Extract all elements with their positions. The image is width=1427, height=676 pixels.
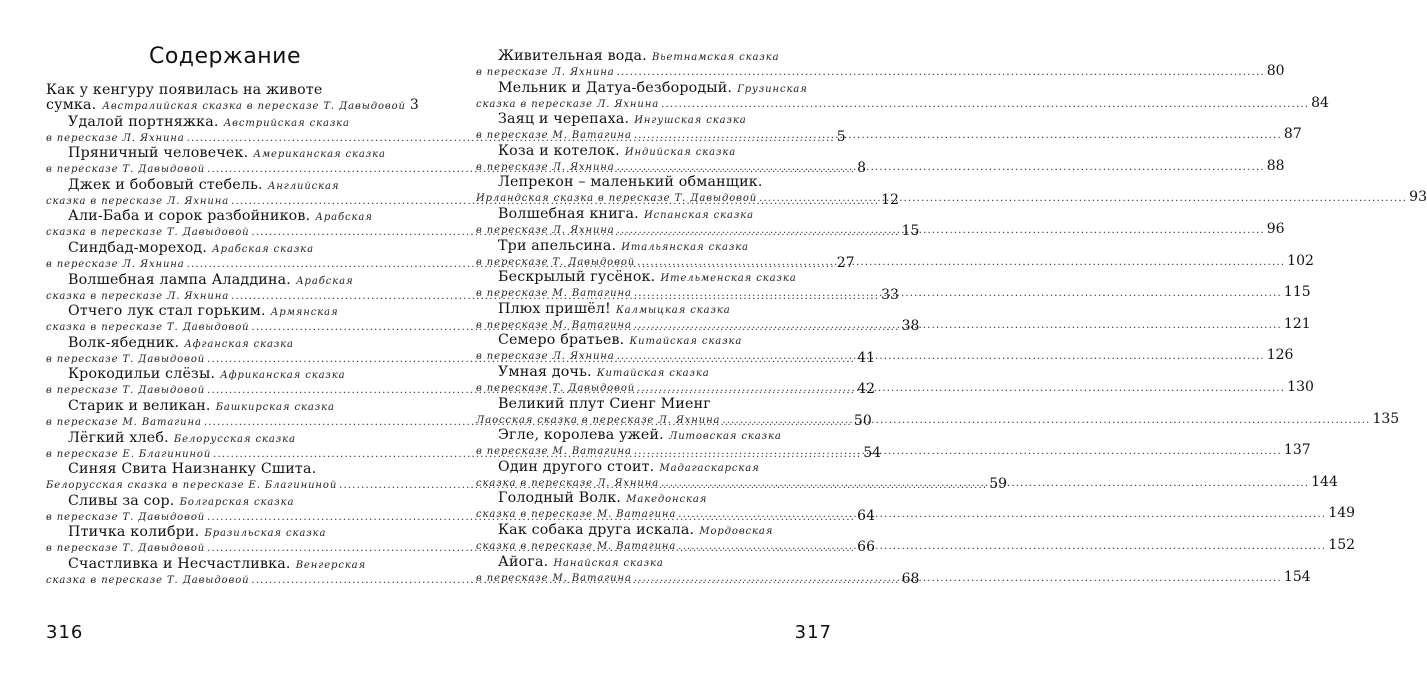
entry-source: в пересказе М. Ватагина xyxy=(476,130,632,142)
entry-page-number: 87 xyxy=(1283,126,1302,143)
toc-entry xyxy=(476,46,1285,79)
entry-source: в пересказе Л. Яхнина xyxy=(476,161,615,173)
entry-title: Айога. xyxy=(498,553,549,570)
entry-page-number: 135 xyxy=(1372,410,1400,427)
entry-source: в пересказе Т. Давыдовой xyxy=(46,511,206,523)
entry-page-number: 84 xyxy=(1311,94,1329,111)
entry-title: Крокодильи слёзы. xyxy=(68,366,216,383)
entry-source-line xyxy=(46,381,875,398)
entry-title-line xyxy=(46,112,404,129)
entry-page-number: 93 xyxy=(1409,189,1427,206)
entry-source: Австралийская сказка в пересказе Т. Давыдовой xyxy=(102,101,406,112)
entry-page-number: 8 xyxy=(857,160,867,177)
entry-title-line xyxy=(46,270,404,287)
toc-entry xyxy=(476,141,1285,174)
entry-source: сказка в пересказе М. Ватагина xyxy=(476,540,677,552)
entry-source: Лаосская сказка в пересказе Л. Яхнина xyxy=(476,414,721,426)
dot-leader xyxy=(661,478,1309,489)
entry-source: в пересказе М. Ватагина xyxy=(476,288,632,300)
entry-title: Али-Баба и сорок разбойников. xyxy=(68,208,311,225)
entry-page-number: 54 xyxy=(863,444,882,461)
entry-source: сказка в пересказе Т. Давыдовой xyxy=(46,574,250,586)
entry-title-line xyxy=(46,554,404,571)
entry-title: Лепрекон – маленький обманщик. xyxy=(498,174,763,191)
entry-title: Старик и великан. xyxy=(68,397,211,414)
dot-leader xyxy=(634,130,1282,141)
entry-source: в пересказе Л. Яхнина xyxy=(46,132,185,144)
entry-subtitle: Африканская сказка xyxy=(220,370,346,382)
entry-page-number: 154 xyxy=(1283,568,1311,585)
entry-title-line xyxy=(476,425,832,442)
entry-title-line xyxy=(46,80,404,97)
entry-title: Живительная вода. xyxy=(498,48,647,64)
entry-source: в пересказе Т. Давыдовой xyxy=(46,543,206,555)
entry-title: Как у кенгуру появилась на животе xyxy=(46,82,323,98)
entry-title: Волк-ябедник. xyxy=(68,334,180,351)
entry-page-number: 50 xyxy=(853,412,872,429)
entry-title: Великий плут Сиенг Миенг xyxy=(498,395,711,412)
entry-source: в пересказе М. Ватагина xyxy=(476,572,632,584)
dot-leader xyxy=(634,320,1282,331)
entry-subtitle: Австрийская сказка xyxy=(223,117,350,129)
entry-title: Отчего лук стал горьким. xyxy=(68,303,266,320)
entry-subtitle: Литовская сказка xyxy=(668,431,782,443)
entry-subtitle: Вьетнамская сказка xyxy=(651,52,780,63)
entry-title-line xyxy=(476,172,832,189)
entry-title-line xyxy=(476,204,832,221)
entry-title-line xyxy=(46,522,404,539)
entry-source-line xyxy=(476,157,1285,174)
entry-page-number: 59 xyxy=(989,476,1008,493)
dot-leader xyxy=(637,383,1285,394)
entry-title: Синяя Свита Наизнанку Сшита. xyxy=(68,461,317,478)
entry-source: в пересказе М. Ватагина xyxy=(476,446,632,458)
entry-subtitle: Бразильская сказка xyxy=(204,528,327,540)
entry-title-line xyxy=(476,394,832,411)
entry-subtitle: Мордовская xyxy=(699,525,774,537)
dot-leader xyxy=(617,351,1265,362)
entry-source: в пересказе М. Ватагина xyxy=(476,319,632,331)
entry-subtitle: Ингушская сказка xyxy=(634,115,747,127)
entry-title-line xyxy=(476,520,832,537)
entry-subtitle: Итальянская сказка xyxy=(621,241,749,253)
entry-title: Птичка колибри. xyxy=(68,524,200,541)
entry-source: в пересказе Л. Яхнина xyxy=(476,67,615,78)
page-number-left: 316 xyxy=(46,622,84,643)
entry-title-line xyxy=(46,396,404,413)
entry-title: Три апельсина. xyxy=(498,237,617,254)
entry-title: Пряничный человечек. xyxy=(68,145,249,162)
entry-page-number: 27 xyxy=(836,254,855,271)
entry-source: Белорусская сказка в пересказе Е. Благининой xyxy=(46,480,338,492)
entry-page-number: 33 xyxy=(881,286,899,303)
entry-page-number: 137 xyxy=(1283,442,1311,459)
entry-title: Джек и бобовый стебель. xyxy=(68,176,263,193)
entry-source-line xyxy=(476,126,1302,143)
dot-leader xyxy=(634,573,1282,584)
entry-title-line xyxy=(476,141,832,158)
entry-title-line xyxy=(476,267,832,284)
dot-leader xyxy=(759,193,1407,204)
entry-source: сказка в пересказе Л. Яхнина xyxy=(46,290,230,302)
entry-page-number: 3 xyxy=(409,97,419,113)
entry-title: Счастливка и Несчастливка. xyxy=(68,555,291,572)
entry-title-line xyxy=(476,552,832,569)
entry-subtitle: Арабская xyxy=(315,212,373,224)
entry-source: в пересказе Т. Давыдовой xyxy=(476,256,636,268)
entry-title-line xyxy=(46,364,404,381)
entry-page-number: 38 xyxy=(901,318,920,335)
entry-source: в пересказе Л. Яхнина xyxy=(46,258,185,270)
entry-title: Волшебная книга. xyxy=(498,205,639,222)
entry-title-line xyxy=(476,46,832,63)
dot-leader xyxy=(722,415,1370,426)
entry-page-number: 15 xyxy=(901,223,920,240)
entry-subtitle: Грузинская xyxy=(737,83,808,95)
entry-page-number: 102 xyxy=(1287,252,1314,269)
entry-title-line xyxy=(46,491,404,508)
entry-page-number: 130 xyxy=(1287,378,1314,395)
entry-page-number: 144 xyxy=(1311,473,1338,490)
entry-subtitle: Китайская сказка xyxy=(629,336,743,348)
entry-subtitle: Ительменская сказка xyxy=(660,273,797,285)
entry-page-number: 96 xyxy=(1266,220,1285,237)
entry-source: сказка в пересказе М. Ватагина xyxy=(476,509,677,521)
entry-title-line xyxy=(476,299,832,316)
entry-title-line xyxy=(46,428,404,445)
entry-title: Плюх пришёл! xyxy=(498,300,611,317)
entry-source: в пересказе Л. Яхнина xyxy=(476,351,615,363)
entry-source: в пересказе Т. Давыдовой xyxy=(46,164,206,176)
entry-title-line xyxy=(476,488,832,505)
entry-title: Синдбад-мореход. xyxy=(68,239,208,256)
entry-title-continued: сумка. xyxy=(46,97,97,113)
entry-page-number: 5 xyxy=(836,128,846,145)
dot-leader xyxy=(661,99,1309,110)
dot-leader xyxy=(678,541,1326,552)
dot-leader xyxy=(678,509,1326,520)
entry-title: Сливы за сор. xyxy=(68,492,175,509)
entry-title: Коза и котелок. xyxy=(498,142,620,159)
entry-source: Ирландская сказка в пересказе Т. Давыдовой xyxy=(476,193,758,205)
entry-subtitle: Нанайская сказка xyxy=(553,557,664,569)
entry-subtitle: Мадагаскарская xyxy=(659,462,760,474)
entry-title: Голодный Волк. xyxy=(498,490,622,507)
entry-subtitle: Афганская сказка xyxy=(184,338,294,350)
entry-title: Волшебная лампа Аладдина. xyxy=(68,271,291,288)
dot-leader xyxy=(634,446,1282,457)
entry-source-line xyxy=(476,63,1285,79)
entry-title: Лёгкий хлеб. xyxy=(68,429,169,446)
entry-page-number: 68 xyxy=(901,570,920,587)
entry-title: Бескрылый гусёнок. xyxy=(498,269,656,286)
entry-source: в пересказе Е. Благининой xyxy=(46,448,212,460)
entry-title: Умная дочь. xyxy=(498,363,592,380)
entry-subtitle: Болгарская сказка xyxy=(179,496,295,508)
entry-page-number: 88 xyxy=(1266,157,1285,174)
entry-title-line xyxy=(476,330,832,347)
entry-title-line xyxy=(476,362,832,379)
entry-title-line xyxy=(46,143,404,160)
entry-page-number: 12 xyxy=(881,191,899,208)
entry-page-number: 64 xyxy=(857,507,875,524)
entry-page-number: 80 xyxy=(1266,63,1285,79)
dot-leader xyxy=(637,257,1285,268)
entry-subtitle: Арабская xyxy=(296,275,354,287)
entry-page-number: 41 xyxy=(857,349,875,366)
entry-subtitle: Венгерская xyxy=(295,559,367,571)
entry-source: сказка в пересказе Т. Давыдовой xyxy=(46,227,250,239)
entry-title: Эгле, королева ужей. xyxy=(498,427,664,444)
entry-title-line xyxy=(46,301,404,318)
entry-source-line xyxy=(46,97,419,113)
entry-title-line xyxy=(46,459,404,476)
entry-source: сказка в пересказе Т. Давыдовой xyxy=(46,322,250,334)
entry-title: Заяц и черепаха. xyxy=(498,111,630,128)
entry-subtitle: Арабская сказка xyxy=(212,243,314,255)
entry-subtitle: Армянская xyxy=(270,307,339,319)
entry-subtitle: Калмыцкая сказка xyxy=(616,304,731,316)
dot-leader xyxy=(617,162,1265,173)
entry-subtitle: Китайская сказка xyxy=(596,367,710,379)
entry-source: в пересказе Т. Давыдовой xyxy=(46,353,206,365)
entry-page-number: 149 xyxy=(1328,505,1356,522)
entry-title: Удалой портняжка. xyxy=(68,113,219,130)
entry-subtitle: Индийская сказка xyxy=(624,146,737,158)
entry-source: в пересказе М. Ватагина xyxy=(46,416,202,428)
entry-page-number: 121 xyxy=(1283,315,1311,332)
entry-page-number: 152 xyxy=(1328,536,1356,553)
toc-entry xyxy=(476,78,1329,111)
dot-leader xyxy=(617,225,1265,236)
page-number-right: 317 xyxy=(794,622,832,643)
entry-title: Семеро братьев. xyxy=(498,332,625,349)
entry-source: сказка в пересказе Л. Яхнина xyxy=(46,195,230,207)
entry-subtitle: Македонская xyxy=(626,494,708,506)
dot-leader xyxy=(617,67,1265,78)
entry-page-number: 115 xyxy=(1283,284,1311,301)
entry-subtitle: Испанская сказка xyxy=(643,209,754,221)
entry-title: Один другого стоит. xyxy=(498,458,655,475)
entry-page-number: 126 xyxy=(1266,347,1294,364)
entry-subtitle: Американская сказка xyxy=(253,149,386,161)
entry-title-line xyxy=(476,109,832,126)
entry-source-line xyxy=(476,94,1329,111)
toc-title: Содержание xyxy=(148,44,302,69)
toc-entry xyxy=(476,109,1302,143)
entry-source: в пересказе Т. Давыдовой xyxy=(46,385,206,397)
entry-title-line xyxy=(46,238,404,255)
dot-leader xyxy=(634,288,1282,299)
entry-page-number: 42 xyxy=(857,381,875,398)
entry-page-number: 66 xyxy=(857,539,875,556)
entry-source: в пересказе Т. Давыдовой xyxy=(476,382,636,394)
entry-subtitle: Белорусская сказка xyxy=(173,433,296,445)
entry-title-line xyxy=(46,333,404,350)
entry-title-line xyxy=(46,206,404,223)
entry-source: сказка в пересказе Л. Яхнина xyxy=(476,477,660,489)
entry-source: сказка в пересказе Л. Яхнина xyxy=(476,98,660,110)
entry-source: в пересказе Л. Яхнина xyxy=(476,224,615,236)
entry-title: Мельник и Датуа-безбородый. xyxy=(498,79,733,96)
entry-title-line xyxy=(476,457,832,474)
entry-title-line xyxy=(476,236,832,253)
entry-title-line xyxy=(476,78,832,95)
entry-title: Как собака друга искала. xyxy=(498,521,695,538)
toc-entry xyxy=(46,80,419,113)
entry-subtitle: Башкирская сказка xyxy=(215,401,335,413)
entry-subtitle: Английская xyxy=(267,180,340,192)
entry-title-line xyxy=(46,175,404,192)
